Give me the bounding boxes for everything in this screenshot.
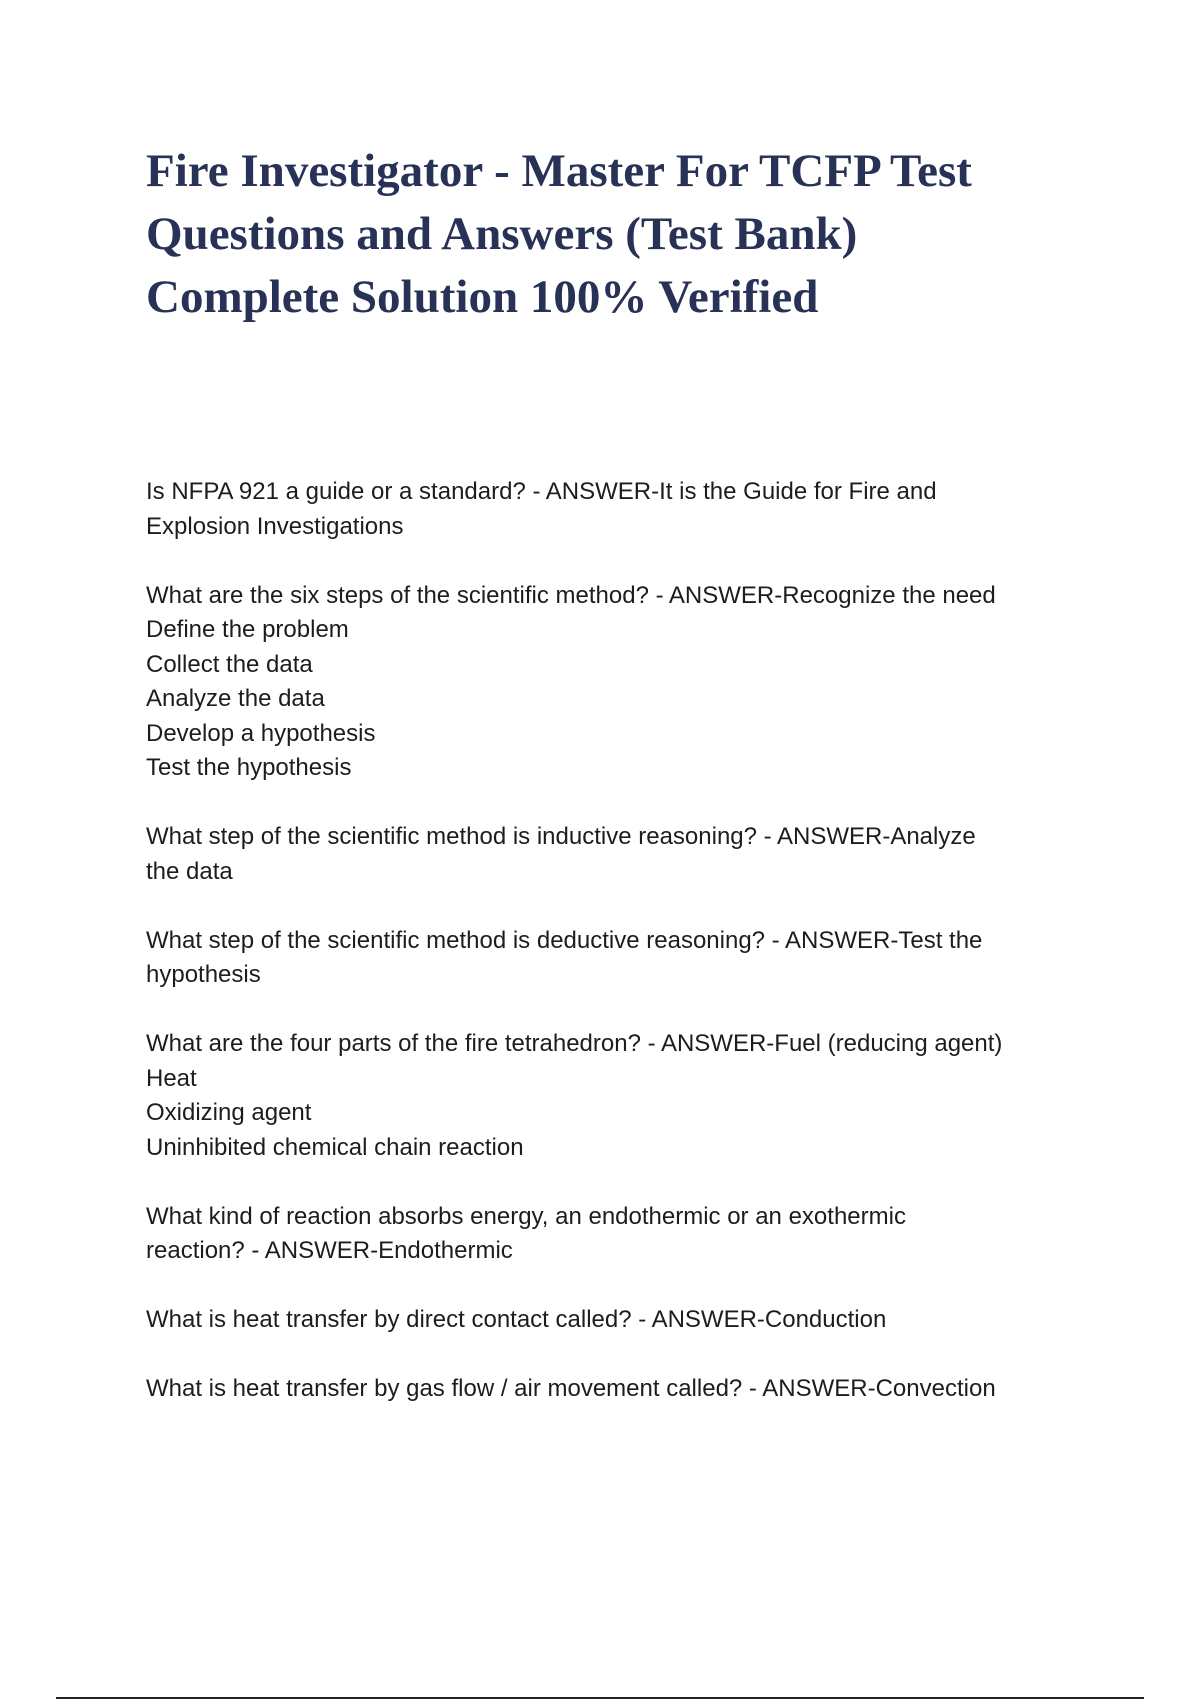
qa-line: What kind of reaction absorbs energy, an endothermic or an exothermic — [146, 1202, 906, 1230]
title-line-3: Complete Solution 100% Verified — [146, 271, 819, 323]
qa-line: Oxidizing agent — [146, 1099, 312, 1126]
qa-line: Explosion Investigations — [146, 512, 404, 540]
qa-line: Uninhibited chemical chain reaction — [146, 1133, 524, 1161]
qa-item-nfpa-921 — [146, 475, 1106, 544]
title-line-2: Questions and Answers (Test Bank) — [146, 208, 858, 260]
qa-item-convection — [146, 1372, 1106, 1407]
qa-line: Heat — [146, 1064, 197, 1092]
qa-list — [146, 475, 1106, 1441]
qa-line: Define the problem — [146, 616, 349, 643]
document-title — [146, 140, 1086, 329]
qa-line: the data — [146, 857, 233, 885]
qa-line: What is heat transfer by gas flow / air movement called? - ANSWER-Convection — [146, 1375, 996, 1402]
qa-line: reaction? - ANSWER-Endothermic — [146, 1237, 513, 1264]
qa-line: hypothesis — [146, 961, 261, 988]
qa-line: Collect the data — [146, 650, 313, 678]
qa-line: Analyze the data — [146, 685, 325, 712]
qa-line: What is heat transfer by direct contact called? - ANSWER-Conduction — [146, 1306, 887, 1333]
qa-item-scientific-method-steps — [146, 579, 1106, 786]
qa-item-fire-tetrahedron — [146, 1027, 1106, 1165]
qa-line: What are the six steps of the scientific method? - ANSWER-Recognize the need — [146, 581, 996, 609]
qa-line: Develop a hypothesis — [146, 719, 376, 747]
qa-item-conduction — [146, 1303, 1106, 1338]
qa-line: What step of the scientific method is inductive reasoning? - ANSWER-Analyze — [146, 823, 976, 850]
qa-item-inductive-reasoning — [146, 820, 1106, 889]
qa-item-endothermic — [146, 1200, 1106, 1269]
qa-item-deductive-reasoning — [146, 924, 1106, 993]
qa-line: Test the hypothesis — [146, 754, 352, 781]
title-line-1: Fire Investigator - Master For TCFP Test — [146, 145, 972, 197]
qa-line: What step of the scientific method is deductive reasoning? - ANSWER-Test the — [146, 926, 983, 954]
qa-line: What are the four parts of the fire tetrahedron? - ANSWER-Fuel (reducing agent) — [146, 1030, 1003, 1057]
qa-line: Is NFPA 921 a guide or a standard? - ANSWER-It is the Guide for Fire and — [146, 478, 937, 505]
footer-divider — [56, 1697, 1144, 1699]
